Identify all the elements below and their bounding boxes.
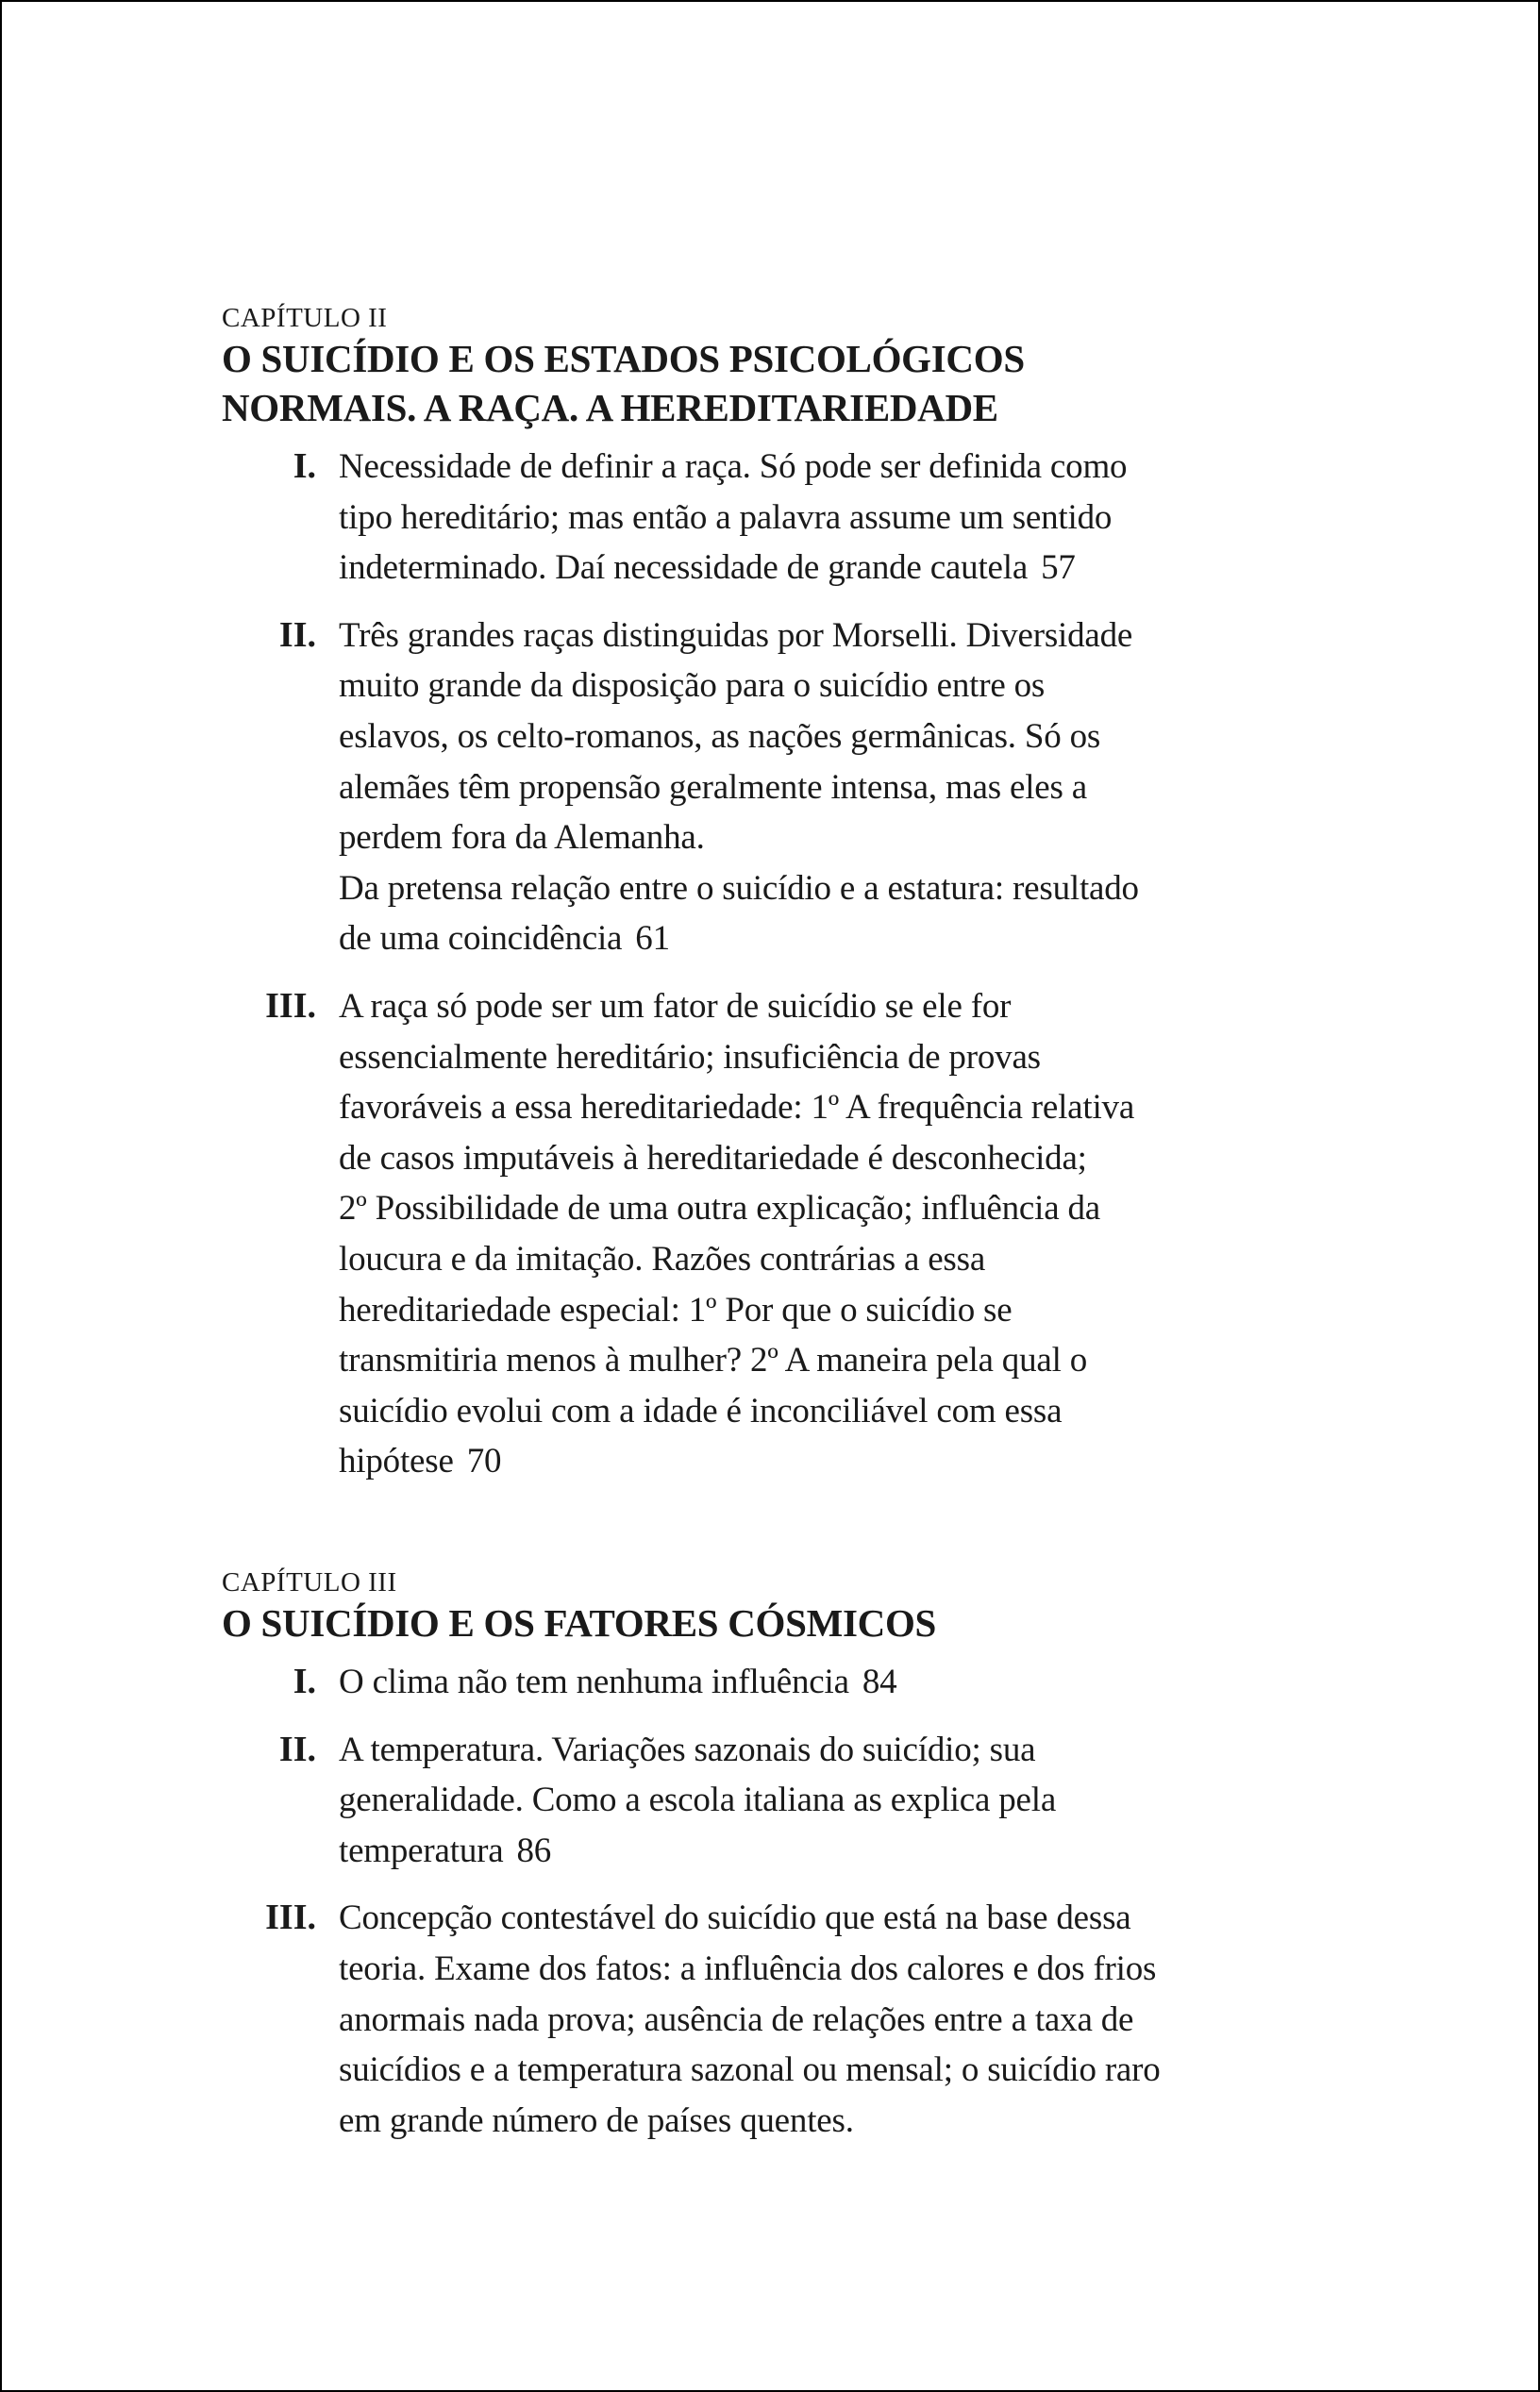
chapter-title <box>222 1598 1354 1648</box>
chapter-title-line: NORMAIS. A RAÇA. A HEREDITARIEDADE <box>222 386 998 429</box>
item-line: tipo hereditário; mas então a palavra assume um sentido <box>339 497 1113 537</box>
item-line: favoráveis a essa hereditariedade: 1º A frequência relativa <box>339 1088 1135 1128</box>
item-text: indeterminado. Daí necessidade de grande cautela <box>339 548 1029 588</box>
toc-items <box>222 442 1354 1487</box>
item-numeral: III. <box>265 1898 316 1938</box>
item-line: suicídio evolui com a idade é inconciliável com essa <box>339 1391 1063 1430</box>
toc-item <box>222 442 1354 594</box>
item-line: transmitiria menos à mulher? 2º A maneira pela qual o <box>339 1341 1088 1380</box>
page-number[interactable]: 84 <box>862 1663 897 1701</box>
toc-item <box>222 1725 1354 1877</box>
item-numeral: I. <box>293 446 316 486</box>
item-line: generalidade. Como a escola italiana as explica pela <box>339 1781 1057 1820</box>
toc-items <box>222 1657 1354 2146</box>
item-line: Três grandes raças distinguidas por Morselli. Diversidade <box>339 615 1133 655</box>
item-line-last <box>339 1826 1354 1877</box>
item-line-last <box>339 1657 1354 1708</box>
item-line-last <box>339 1436 1354 1487</box>
item-line: loucura e da imitação. Razões contrárias a essa <box>339 1239 986 1279</box>
toc-item <box>222 1893 1354 2146</box>
chapter-2-section <box>222 302 1354 1504</box>
chapter-3-section <box>222 1566 1354 2163</box>
item-numeral: I. <box>293 1662 316 1701</box>
chapter-title-line: O SUICÍDIO E OS ESTADOS PSICOLÓGICOS <box>222 337 1025 380</box>
item-numeral: II. <box>278 614 316 655</box>
item-line: muito grande da disposição para o suicídio entre os <box>339 666 1046 706</box>
item-line: eslavos, os celto-romanos, as nações germânicas. Só os <box>339 716 1101 756</box>
toc-item <box>222 981 1354 1487</box>
item-line: Concepção contestável do suicídio que está na base dessa <box>339 1899 1131 1938</box>
item-line: em grande número de países quentes. <box>339 2100 854 2140</box>
chapter-title-line: O SUICÍDIO E OS FATORES CÓSMICOS <box>222 1601 937 1645</box>
item-line-last <box>339 913 1354 964</box>
item-line-last <box>339 543 1354 594</box>
item-text: O clima não tem nenhuma influência <box>339 1663 849 1701</box>
item-line: de casos imputáveis à hereditariedade é desconhecida; <box>339 1138 1087 1178</box>
toc-item <box>222 611 1354 964</box>
page-number[interactable]: 61 <box>635 919 670 959</box>
item-line: perdem fora da Alemanha. <box>339 818 705 858</box>
item-line: Da pretensa relação entre o suicídio e a estatura: resultado <box>339 868 1139 908</box>
item-line: Necessidade de definir a raça. Só pode ser definida como <box>339 447 1128 486</box>
page-number[interactable]: 86 <box>516 1831 552 1870</box>
item-numeral: II. <box>278 1729 316 1769</box>
page-number[interactable]: 70 <box>466 1442 502 1481</box>
item-line: hereditariedade especial: 1º Por que o suicídio se <box>339 1290 1013 1330</box>
toc-item <box>222 1657 1354 1708</box>
item-line: alemães têm propensão geralmente intensa, mas eles a <box>339 767 1087 807</box>
item-line: suicídios e a temperatura sazonal ou mensal; o suicídio raro <box>339 2050 1161 2090</box>
chapter-title <box>222 334 1354 432</box>
item-line: essencialmente hereditário; insuficiência de provas <box>339 1037 1041 1077</box>
item-line: A raça só pode ser um fator de suicídio se ele for <box>339 986 1012 1026</box>
page-number[interactable]: 57 <box>1041 548 1076 588</box>
item-text: hipótese <box>339 1442 454 1481</box>
item-line: teoria. Exame dos fatos: a influência dos calores e dos frios <box>339 1949 1157 1988</box>
item-numeral: III. <box>265 985 316 1026</box>
item-text: de uma coincidência <box>339 919 623 959</box>
chapter-label: CAPÍTULO II <box>222 303 388 333</box>
item-line: anormais nada prova; ausência de relações entre a taxa de <box>339 1999 1134 2039</box>
item-line: A temperatura. Variações sazonais do suicídio; sua <box>339 1730 1036 1769</box>
item-text: temperatura <box>339 1831 504 1870</box>
item-line: 2º Possibilidade de uma outra explicação; influência da <box>339 1189 1101 1229</box>
chapter-label: CAPÍTULO III <box>222 1567 397 1597</box>
